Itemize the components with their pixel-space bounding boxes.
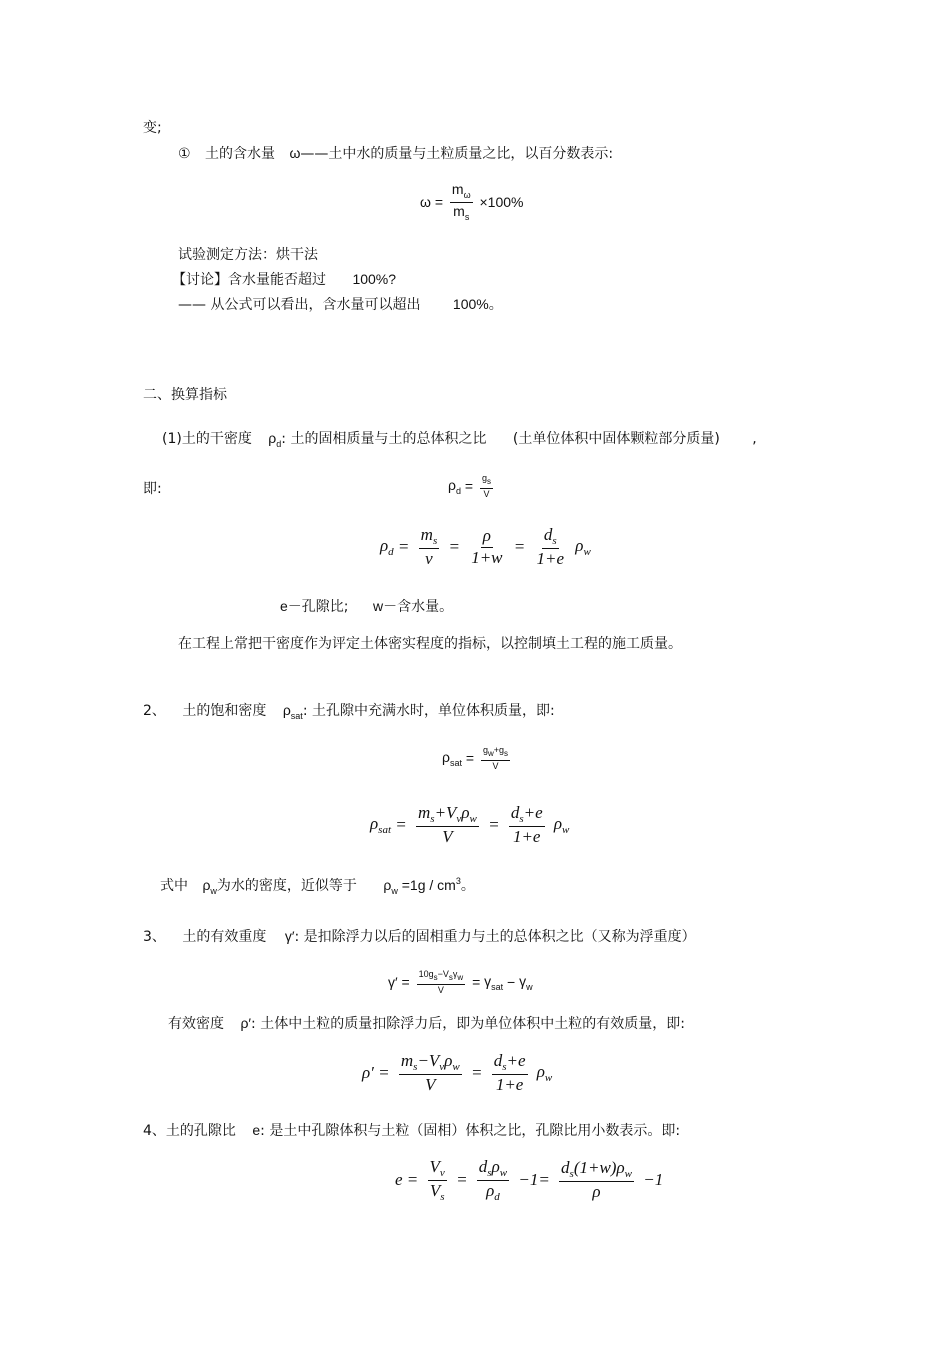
note-text: 在工程上常把干密度作为评定土体密实程度的指标，以控制填土工程的施工质量。 (178, 636, 682, 652)
fraction-numerator: $d_s\rho_w$ (477, 1158, 509, 1181)
formula-equals: = (456, 1170, 468, 1190)
num-sub: ω (463, 190, 471, 200)
term-definition: 土中水的质量与土粒质量之比，以百分数表示: (328, 146, 614, 162)
var-w: w (372, 598, 384, 614)
answer-value: 100%。 (452, 296, 503, 312)
fraction-numerator: gs (480, 474, 493, 489)
formula-equals: = (464, 478, 474, 495)
var-e-desc: －孔隙比; (287, 599, 349, 615)
formula-minus-one: −1 (643, 1170, 664, 1190)
formula-lhs: $\rho_d$ (380, 535, 394, 558)
formula-lhs: $\rho_d$ (448, 476, 461, 496)
where-label: 式中 (160, 878, 188, 894)
formula-tail: $\rho_w$ (536, 1061, 553, 1084)
formula-lhs: $\rho_{sat}$ (442, 748, 462, 768)
fraction-numerator: $d_s+e$ (509, 804, 545, 827)
saturated-density-formula (370, 804, 569, 847)
formula-fraction (450, 182, 473, 223)
fraction-1 (428, 1158, 447, 1203)
formula-equals: = (378, 1063, 390, 1083)
omega-symbol: ω (289, 145, 301, 161)
fraction-denominator: $\rho_d$ (486, 1181, 500, 1204)
formula-lhs: ρ′ (362, 1063, 374, 1083)
formula-fraction (481, 746, 510, 772)
term-label: 土的含水量 (205, 146, 276, 162)
fraction-denominator: $V_s$ (429, 1181, 445, 1204)
water-density-note (160, 876, 475, 897)
method-value: 烘干法 (276, 247, 318, 263)
fraction-denominator: 1+e (536, 549, 565, 569)
fraction-3 (535, 526, 567, 569)
effective-density-label: 有效密度 (168, 1016, 224, 1032)
formula-tail: $\rho_w$ (553, 813, 570, 836)
fraction-numerator: $m_s-V_v\rho_w$ (399, 1052, 462, 1075)
formula-equals: = (448, 537, 460, 557)
fraction-1 (399, 1052, 462, 1095)
fraction-numerator: $d_s$ (542, 526, 559, 549)
fraction-denominator: V (492, 760, 499, 771)
fraction-numerator: $d_s+e$ (492, 1052, 528, 1075)
formula-minus: − (507, 974, 516, 991)
fraction-numerator: gw+gs (481, 746, 510, 761)
gamma-sat: $\gamma_{sat}$ (484, 972, 504, 992)
discussion-question (172, 271, 396, 289)
term-label: 土的有效重度 (182, 929, 267, 945)
formula-lhs: $\rho_{sat}$ (370, 813, 392, 836)
formula-equals: = (395, 815, 407, 835)
term-definition: : 土孔隙中充满水时，单位体积质量，即: (302, 703, 555, 719)
method-colon: ： (262, 247, 276, 263)
section-title (143, 387, 227, 404)
fraction-denominator: 1+e (495, 1075, 524, 1095)
fraction-denominator (451, 203, 471, 223)
test-method-line (178, 247, 318, 264)
dry-density-heading (162, 430, 757, 450)
fraction-numerator: $m_s+V_v\rho_w$ (416, 804, 479, 827)
answer-text: 从公式可以看出，含水量可以超出 (210, 297, 421, 313)
item-number: ① (178, 146, 191, 162)
dry-density-formula-simple (448, 474, 496, 500)
term-label: 土的饱和密度 (182, 703, 267, 719)
formula-equals: = (488, 815, 500, 835)
section-title-text: 二、换算指标 (143, 387, 227, 403)
effective-unit-weight-heading (143, 928, 696, 946)
formula-lhs: γ′ (388, 974, 398, 991)
formula-equals: = (406, 1170, 419, 1190)
continued-text (143, 120, 162, 137)
fraction-numerator: $m_s$ (419, 526, 440, 549)
comma: , (752, 431, 757, 447)
gamma-prime-symbol: γ′ (284, 928, 295, 944)
dry-density-note-paragraph (178, 636, 682, 653)
fraction-2 (509, 804, 545, 847)
fraction-denominator: V (483, 488, 490, 499)
variable-legend (280, 598, 453, 616)
water-content-formula (420, 182, 523, 223)
num-m: m (451, 181, 464, 197)
void-ratio-formula (395, 1158, 663, 1203)
var-e: e (280, 598, 288, 614)
formula-equals: = (397, 537, 410, 557)
fraction-2 (469, 527, 504, 567)
rho-prime-symbol: ρ′ (240, 1015, 252, 1031)
fraction-3 (559, 1159, 634, 1202)
period: 。 (460, 878, 475, 894)
rho-w-value: $\rho_w =1g / cm^3$ (383, 876, 461, 896)
fraction-denominator: 1+w (471, 547, 503, 567)
fraction-denominator: 1+e (512, 827, 541, 847)
formula-fraction (480, 474, 493, 500)
effective-density-formula (362, 1052, 552, 1095)
fraction-numerator: $V_v$ (428, 1158, 447, 1181)
formula-equals: = (472, 974, 481, 991)
den-sub: s (464, 211, 470, 222)
fraction-numerator: ρ (481, 527, 493, 548)
discussion-label: 【讨论】含水量能否超过 (172, 272, 326, 288)
dry-density-symbol: $\rho_d$ (268, 430, 282, 449)
item-number: 3、 (143, 929, 166, 945)
effective-unit-weight-formula (388, 970, 533, 996)
item-number: 4、 (143, 1123, 166, 1139)
dry-density-formula (380, 526, 591, 569)
ji-text: 即: (143, 481, 162, 497)
fraction-denominator: v (425, 549, 433, 569)
formula-equals: = (465, 750, 475, 767)
fraction-numerator (450, 182, 473, 203)
formula-equals: = (513, 537, 526, 557)
method-label: 试验测定方法 (178, 247, 262, 263)
dry-density-note: (土单位体积中固体颗粒部分质量) (512, 431, 720, 447)
discussion-answer (178, 296, 503, 314)
fraction-denominator: V (425, 1075, 436, 1095)
ji-label (143, 481, 162, 498)
formula-minus-one-equals: −1= (518, 1170, 550, 1190)
rho-w-symbol: $\rho_w$ (202, 877, 217, 896)
den-m: m (453, 202, 465, 219)
term-label: 土的孔隙比 (165, 1123, 236, 1139)
fraction-1 (416, 804, 479, 847)
term-definition: : 是土中孔隙体积与土粒（固相）体积之比，孔隙比用小数表示。即: (260, 1123, 681, 1139)
term-definition: : 是扣除浮力以后的固相重力与土的总体积之比（又称为浮重度） (294, 929, 696, 945)
e-symbol: e (252, 1122, 261, 1138)
var-w-desc: －含水量。 (383, 599, 454, 615)
discussion-value: 100%? (352, 271, 397, 287)
fraction-denominator: V (437, 984, 444, 995)
where-desc: 为水的密度，近似等于 (216, 878, 357, 894)
fraction-2 (492, 1052, 528, 1095)
item-number: 2、 (143, 703, 166, 719)
formula-lhs: ω (420, 193, 431, 210)
formula-equals: = (470, 1063, 483, 1083)
saturated-density-formula-simple (442, 746, 513, 772)
formula-equals: = (434, 193, 444, 210)
formula-fraction (417, 970, 466, 996)
dash: —— (300, 146, 329, 162)
fraction-denominator: V (442, 827, 453, 847)
gamma-w: $\gamma_w$ (519, 972, 533, 992)
fraction-numerator: 10gs−Vsγw (417, 970, 466, 985)
effective-density-definition: : 土体中土粒的质量扣除浮力后，即为单位体积中土粒的有效质量，即: (251, 1016, 685, 1032)
formula-equals: = (401, 974, 410, 991)
dry-density-definition: : 土的固相质量与土的总体积之比 (281, 431, 487, 447)
fraction-denominator: ρ (592, 1182, 601, 1202)
saturated-density-heading (143, 702, 555, 722)
fraction-2 (477, 1158, 509, 1203)
effective-density-line (168, 1015, 685, 1033)
formula-lhs: e (395, 1170, 403, 1190)
answer-dash: —— (178, 297, 206, 313)
formula-tail: $\rho_w$ (575, 535, 591, 558)
fraction-numerator: $d_s(1+w)\rho_w$ (559, 1159, 634, 1182)
sat-symbol: $\rho_{sat}$ (282, 702, 303, 721)
dry-density-label: (1)土的干密度 (162, 431, 252, 447)
void-ratio-heading (143, 1122, 680, 1140)
water-content-heading (178, 145, 613, 163)
fraction-1 (419, 526, 440, 569)
formula-times: ×100% (479, 193, 524, 210)
continued-word: 变; (143, 120, 162, 136)
